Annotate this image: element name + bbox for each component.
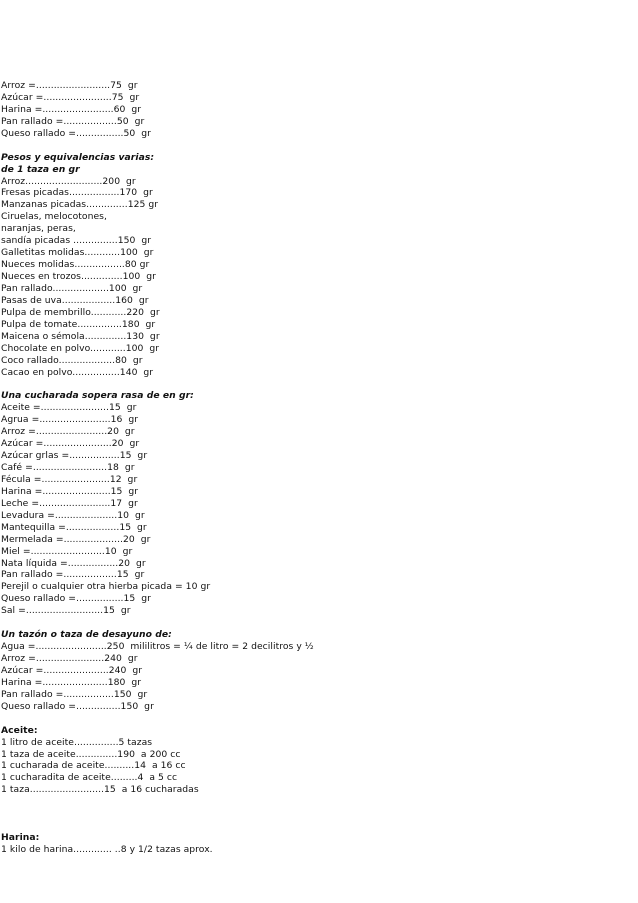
spacer <box>1 140 631 152</box>
spoon-section <box>1 390 631 617</box>
list-item: Azúcar =.......................75 gr <box>1 91 140 103</box>
list-item: Fresas picadas.................170 gr <box>1 187 153 199</box>
list-item: Pulpa de membrillo............220 gr <box>1 306 160 318</box>
list-item: Queso rallado =...............150 gr <box>1 700 154 712</box>
list-item: Azúcar =.......................20 gr <box>1 438 140 450</box>
list-item: Azúcar =......................240 gr <box>1 664 143 676</box>
flour-section <box>1 832 631 856</box>
list-item: Nueces molidas.................80 gr <box>1 259 150 271</box>
list-item: Coco rallado...................80 gr <box>1 354 143 366</box>
list-item: Leche =........................17 gr <box>1 497 138 509</box>
list-item: Perejil o cualquier otra hierba picada = 10 gr <box>1 581 211 593</box>
spacer <box>1 796 631 808</box>
spacer <box>1 617 631 629</box>
list-item: Mantequilla =..................15 gr <box>1 521 147 533</box>
list-item: sandía picadas ...............150 gr <box>1 235 152 247</box>
list-item: Maicena o sémola..............130 gr <box>1 330 160 342</box>
list-item: Nata líquida =.................20 gr <box>1 557 146 569</box>
section-heading: Un tazón o taza de desayuno de: <box>1 629 172 641</box>
list-item: Queso rallado =................15 gr <box>1 593 151 605</box>
weights-section <box>1 152 631 379</box>
spacer <box>1 808 631 820</box>
list-item: 1 cucharada de aceite..........14 a 16 cc <box>1 760 186 772</box>
list-item: Pan rallado =..................50 gr <box>1 115 145 127</box>
list-item: Pulpa de tomate...............180 gr <box>1 318 156 330</box>
section-heading: Aceite: <box>1 724 38 736</box>
list-item: Fécula =.......................12 gr <box>1 473 138 485</box>
list-item: Levadura =.....................10 gr <box>1 509 145 521</box>
section-heading: Harina: <box>1 832 40 844</box>
list-item: Nueces en trozos..............100 gr <box>1 271 156 282</box>
list-item: 1 taza de aceite..............190 a 200 cc <box>1 748 181 760</box>
cup-section <box>1 629 631 713</box>
list-item: naranjas, peras, <box>1 223 76 235</box>
list-item: 1 cucharadita de aceite.........4 a 5 cc <box>1 772 178 784</box>
list-item: Azúcar grlas =.................15 gr <box>1 450 148 462</box>
list-item: Aceite =.......................15 gr <box>1 402 137 414</box>
list-item: Pan rallado...................100 gr <box>1 282 143 294</box>
list-item: Agrua =........................16 gr <box>1 414 139 426</box>
document-page <box>1 80 631 856</box>
list-item: 1 kilo de harina............. ..8 y 1/2 tazas aprox. <box>1 844 213 855</box>
list-item: 1 litro de aceite...............5 tazas <box>1 736 153 748</box>
oil-section <box>1 725 631 797</box>
list-item: Pasas de uva..................160 gr <box>1 294 149 306</box>
list-item: Arroz..........................200 gr <box>1 175 136 187</box>
list-item: Harina =.......................15 gr <box>1 485 139 497</box>
spacer <box>1 820 631 832</box>
list-item: Pan rallado =..................15 gr <box>1 569 145 581</box>
list-item: Galletitas molidas............100 gr <box>1 247 154 259</box>
list-item: Cacao en polvo................140 gr <box>1 366 154 378</box>
list-item: Harina =......................180 gr <box>1 676 142 688</box>
basic-measures-list <box>1 80 631 140</box>
list-item: Arroz =.......................240 gr <box>1 653 138 664</box>
list-item: Arroz =........................20 gr <box>1 426 135 438</box>
list-item: Harina =........................60 gr <box>1 103 142 115</box>
section-subheading: de 1 taza en gr <box>1 163 80 175</box>
list-item: Miel =.........................10 gr <box>1 545 133 557</box>
list-item: Mermelada =....................20 gr <box>1 533 151 545</box>
list-item: Sal =..........................15 gr <box>1 605 131 617</box>
list-item: Chocolate en polvo............100 gr <box>1 342 160 354</box>
list-item: Pan rallado =.................150 gr <box>1 688 148 700</box>
list-item: 1 taza.........................15 a 16 cucharadas <box>1 784 199 796</box>
list-item: Café =.........................18 gr <box>1 462 135 473</box>
list-item: Arroz =.........................75 gr <box>1 80 138 91</box>
list-item: Queso rallado =................50 gr <box>1 127 151 139</box>
list-item: Manzanas picadas..............125 gr <box>1 199 159 211</box>
section-heading: Pesos y equivalencias varias: <box>1 151 155 163</box>
list-item: Ciruelas, melocotones, <box>1 211 107 223</box>
list-item: Agua =........................250 mililitros = ¼ de litro = 2 decilitros y ½ <box>1 641 314 653</box>
spacer <box>1 713 631 725</box>
spacer <box>1 378 631 390</box>
section-heading: Una cucharada sopera rasa de en gr: <box>1 390 194 402</box>
